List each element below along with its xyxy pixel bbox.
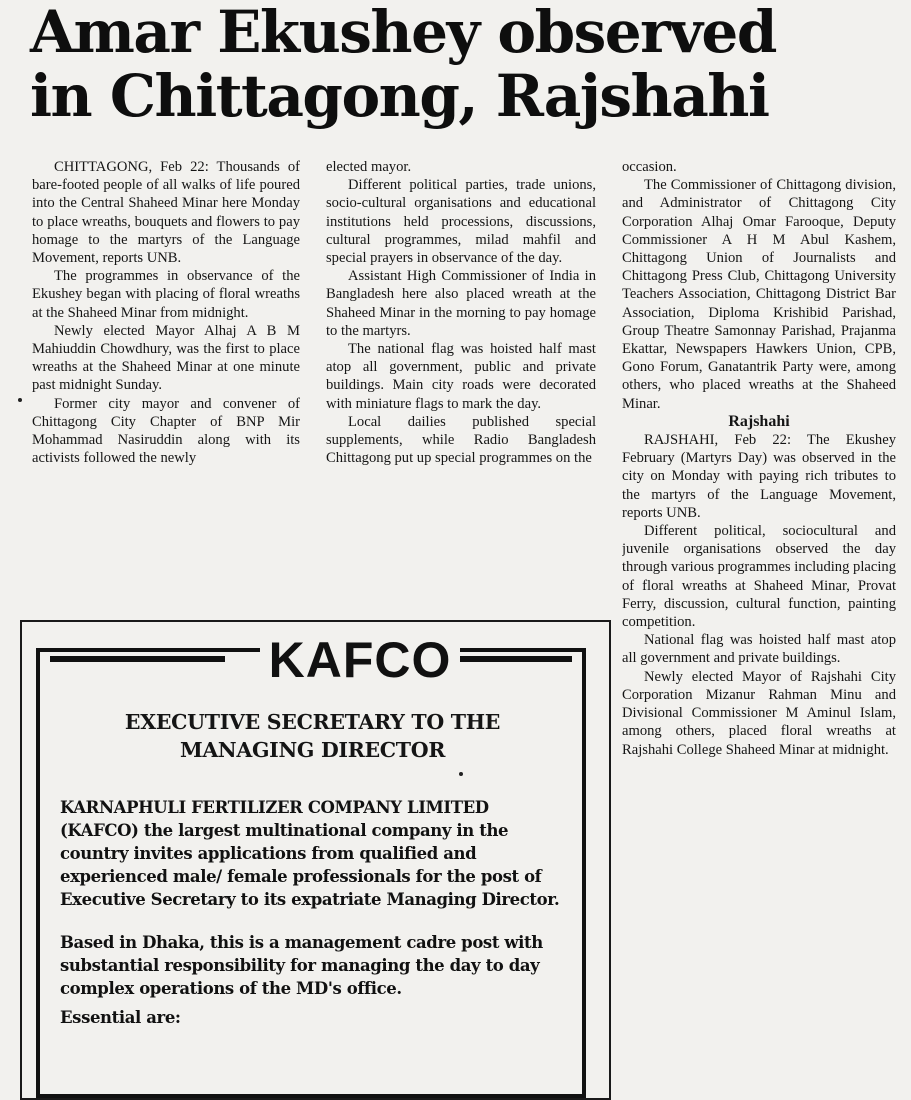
kafco-logo: KAFCO [260,632,460,688]
article-column-3 [622,158,896,1076]
paragraph: Local dailies published special supplements, while Radio Bangladesh Chittagong put up special programmes on the [326,413,596,467]
ad-title-line-2: MANAGING DIRECTOR [179,738,446,762]
paragraph: National flag was hoisted half mast atop all government and private buildings. [622,632,896,667]
headline [30,0,900,128]
ad-title [60,708,565,764]
paragraph: Newly elected Mayor of Rajshahi City Corporation Mizanur Rahman Minu and Divisional Commissioner M Aminul Islam, among others, placed floral wreaths at Rajshahi College Shaheed Minar at midnight. [622,668,896,758]
article-column-1 [32,158,300,613]
paragraph: RAJSHAHI, Feb 22: The Ekushey February (Martyrs Day) was observed in the city on Monday with paying rich tributes to the martyrs of the Language Movement, reports UNB. [622,432,896,521]
print-speck [459,772,463,776]
paragraph: Assistant High Commissioner of India in Bangladesh here also placed wreath at the Shaheed Minar in the morning to pay homage to the martyrs. [326,268,596,339]
kafco-banner [40,630,582,690]
paragraph: The programmes in observance of the Ekushey began with placing of floral wreaths at the Shaheed Minar from midnight. [32,268,300,321]
ad-paragraph-2: Based in Dhaka, this is a management cadre post with substantial responsibility for managing the day to day complex operations of the MD's office. [60,933,543,998]
paragraph: Newly elected Mayor Alhaj A B M Mahiuddin Chowdhury, was the first to place wreaths at the Shaheed Minar at one minute past midnight Sunday. [32,322,300,394]
paragraph: CHITTAGONG, Feb 22: Thousands of bare-footed people of all walks of life poured into the Central Shaheed Minar here Monday to place wreaths, bouquets and flowers to pay homage to the martyrs of the Language Movement, reports UNB. [32,159,300,267]
headline-line-2: in Chittagong, Rajshahi [30,62,769,130]
paragraph: elected mayor. [326,159,412,175]
headline-line-1: Amar Ekushey observed [30,0,776,66]
ad-title-line-1: EXECUTIVE SECRETARY TO THE [124,710,501,734]
paragraph: The Commissioner of Chittagong division, and Administrator of Chittagong City Corporation Alhaj Omar Farooque, Deputy Commissioner A H M Abul Kashem, Chittagong Union of Journalists and Chittagong Press Club, Chittagong University Teachers Association, Chittagong District Bar Association, Diploma Krishibid Parishad, Group Theatre Samonnay Parishad, Prajanma Ekattar, Newspapers Hawkers Union, CPB, Gono Forum, Ganatantrik Party were, among others, who placed wreaths at the Shaheed Minar. [622,177,896,412]
banner-rule-left [50,656,225,662]
ad-body [60,796,572,1029]
paragraph: The national flag was hoisted half mast atop all government, public and private buildings. Main city roads were decorated with miniature flags to mark the day. [326,341,596,412]
paragraph: Different political parties, trade unions, socio-cultural organisations and educational institutions held processions, discussions, cultural programmes, milad mahfil and special prayers in observance of the day. [326,177,596,267]
rajshahi-subhead: Rajshahi [728,412,790,430]
ad-essential-label: Essential are: [60,1008,181,1027]
paragraph: Different political, sociocultural and juvenile organisations observed the day through various programmes including placing of floral wreaths at Shaheed Minar, Provat Ferry, discussion, cultural function, painting competition. [622,523,896,631]
article-column-2 [326,158,596,613]
print-speck [18,398,22,402]
paragraph: Former city mayor and convener of Chittagong City Chapter of BNP Mir Mohammad Nasiruddin along with its activists followed the newly [32,395,300,467]
ad-paragraph-1: KARNAPHULI FERTILIZER COMPANY LIMITED (KAFCO) the largest multinational company in the country invites applications from qualified and experienced male/ female professionals for the post of Executive Secretary to its expatriate Managing Director. [60,798,560,909]
paragraph: occasion. [622,159,677,175]
